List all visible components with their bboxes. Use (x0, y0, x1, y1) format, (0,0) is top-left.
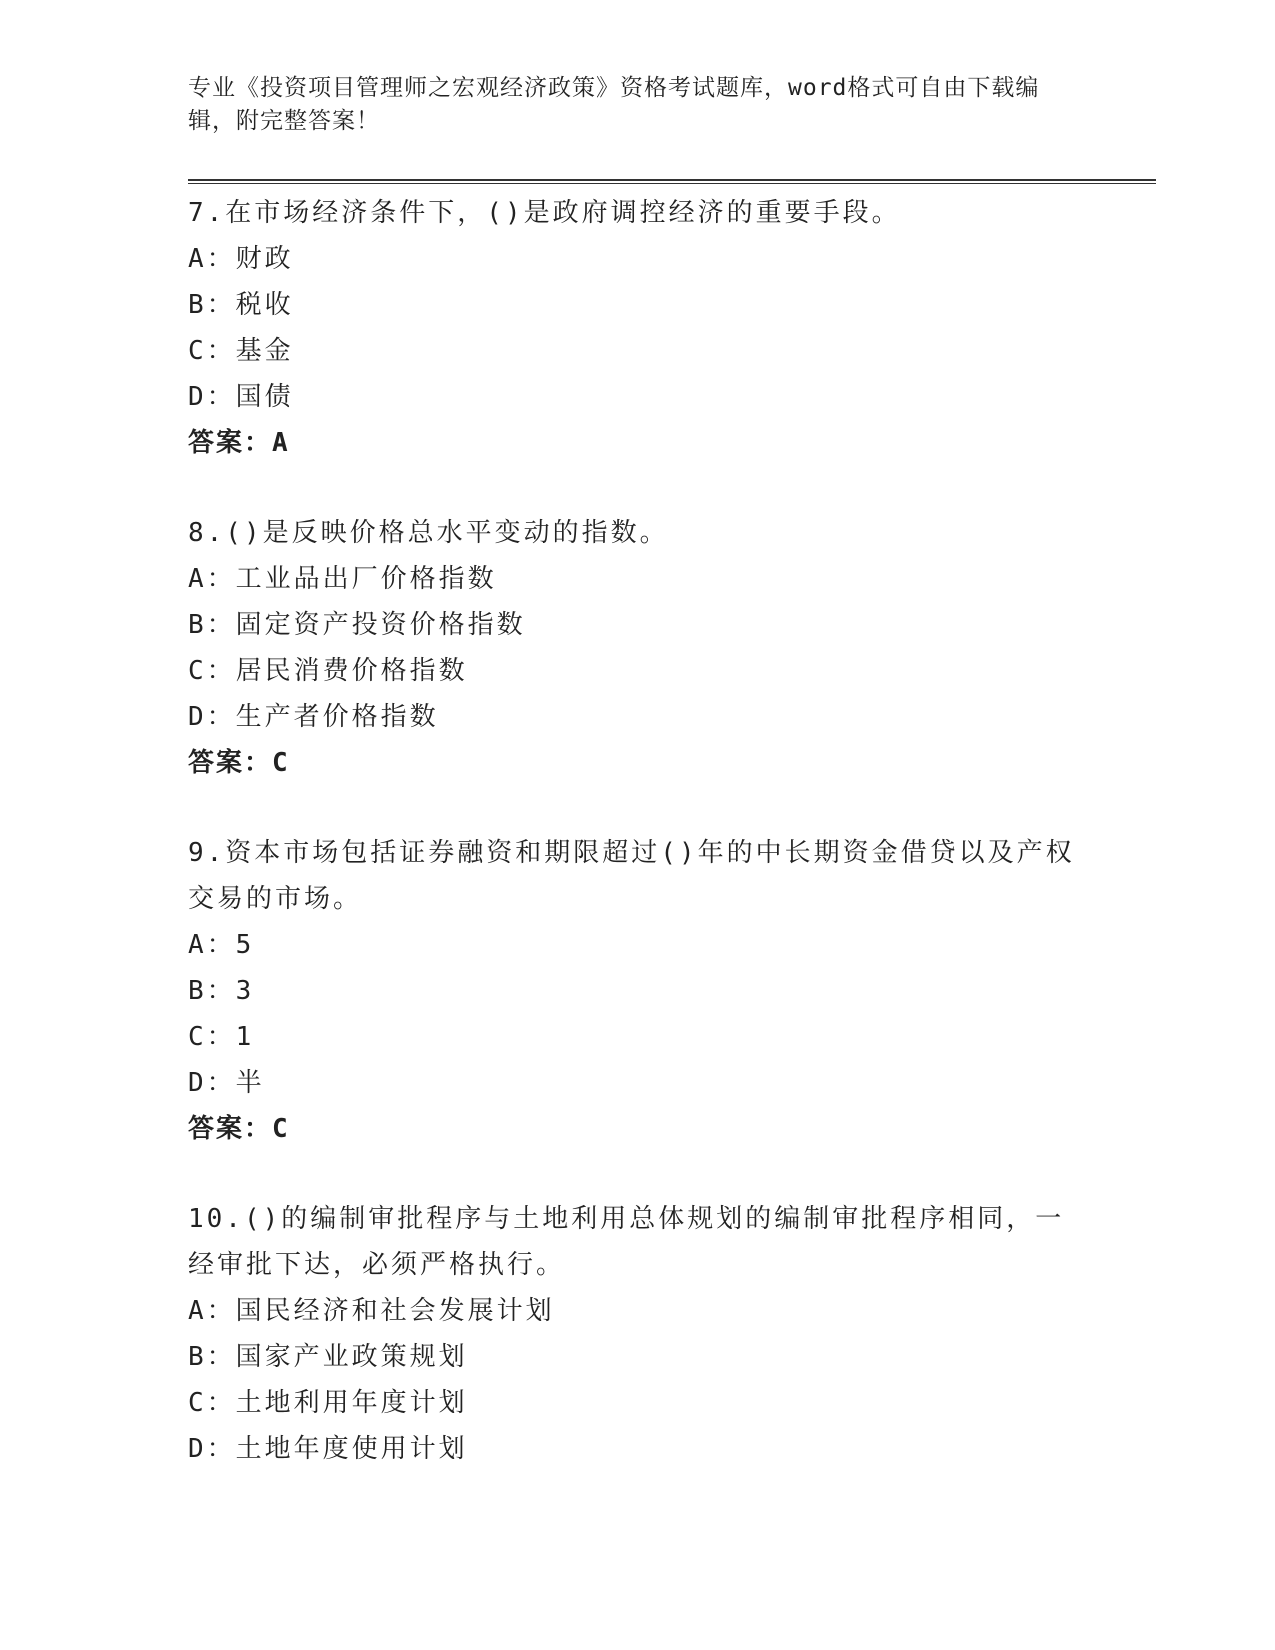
option-b: B：国家产业政策规划 (188, 1342, 468, 1372)
option-d: D：土地年度使用计划 (188, 1434, 468, 1464)
option-c: C：1 (188, 1022, 255, 1052)
option-a: A：工业品出厂价格指数 (188, 564, 497, 594)
option-d: D：国债 (188, 382, 294, 412)
question-list (188, 190, 1088, 1516)
header-divider-thin (188, 183, 1156, 184)
question-text: 7.在市场经济条件下，()是政府调控经济的重要手段。 (188, 198, 901, 228)
header-divider-thick (188, 179, 1156, 181)
question-text: 10.()的编制审批程序与土地利用总体规划的编制审批程序相同，一经审批下达，必须严格执行。 (188, 1204, 1065, 1280)
option-a: A：财政 (188, 244, 294, 274)
document-header: 专业《投资项目管理师之宏观经济政策》资格考试题库，word格式可自由下载编辑，附完整答案！ (188, 75, 1040, 134)
question-text: 8.()是反映价格总水平变动的指数。 (188, 518, 669, 548)
option-b: B：固定资产投资价格指数 (188, 610, 526, 640)
option-a: A：5 (188, 930, 255, 960)
question-8 (188, 510, 1088, 786)
question-9 (188, 830, 1088, 1152)
option-c: C：居民消费价格指数 (188, 656, 468, 686)
option-d: D：半 (188, 1068, 265, 1098)
option-b: B：税收 (188, 290, 294, 320)
option-d: D：生产者价格指数 (188, 702, 439, 732)
option-a: A：国民经济和社会发展计划 (188, 1296, 555, 1326)
answer-label: 答案：C (188, 748, 290, 778)
answer-label: 答案：C (188, 1114, 290, 1144)
question-7 (188, 190, 1088, 466)
option-c: C：土地利用年度计划 (188, 1388, 468, 1418)
option-b: B：3 (188, 976, 255, 1006)
question-text: 9.资本市场包括证券融资和期限超过()年的中长期资金借贷以及产权交易的市场。 (188, 838, 1075, 914)
option-c: C：基金 (188, 336, 294, 366)
question-10 (188, 1196, 1088, 1472)
answer-label: 答案：A (188, 428, 290, 458)
